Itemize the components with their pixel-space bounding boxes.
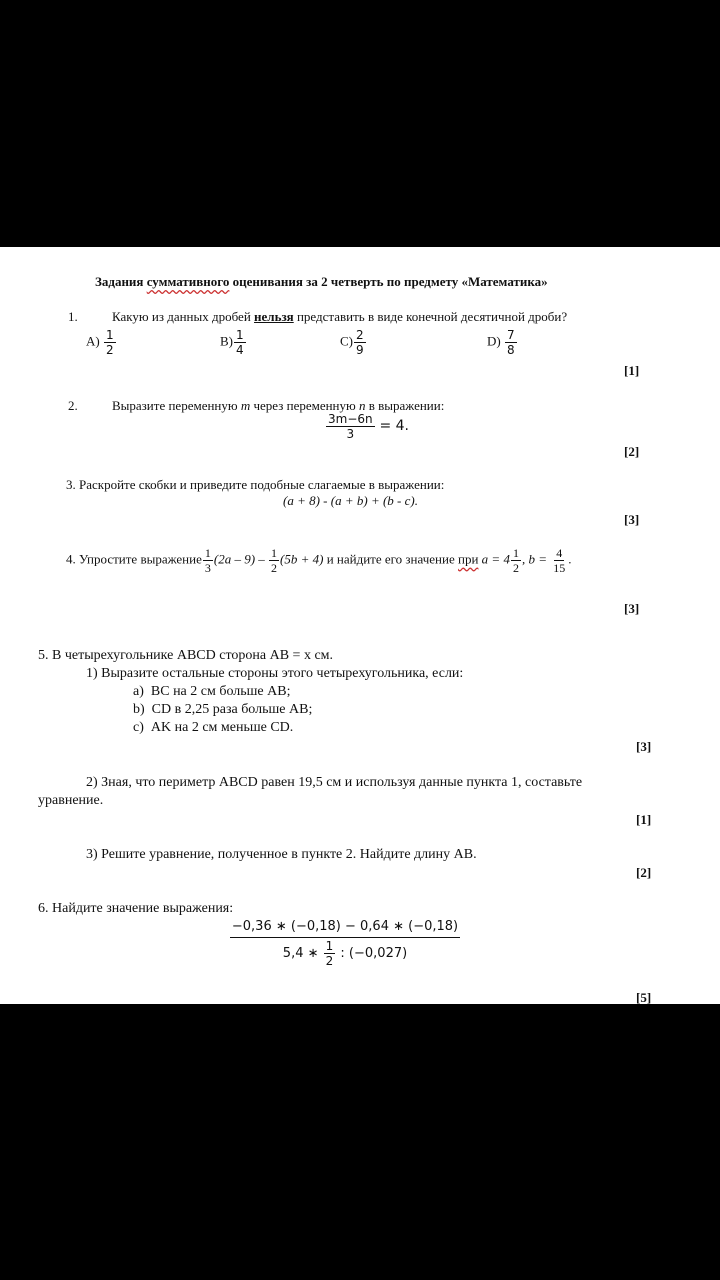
q2-expression <box>325 413 409 440</box>
q4-score: [3] <box>624 601 640 616</box>
q2-expr-rhs: = 4. <box>379 418 409 434</box>
title-suffix: оценивания за 2 четверть по предмету «Математика» <box>229 274 548 289</box>
item-text: AK на 2 см меньше CD. <box>150 720 294 735</box>
q5-score-3: [2] <box>636 865 652 880</box>
frac-denominator: 2 <box>512 561 519 575</box>
item-text: CD в 2,25 раза больше AB; <box>151 702 313 717</box>
q2-number: 2. <box>68 398 78 413</box>
title-prefix: Задания <box>95 274 147 289</box>
option-label: B) <box>220 333 233 349</box>
q6-score: [5] <box>636 990 652 1005</box>
frac-denominator: 2 <box>271 561 278 575</box>
item-text: BC на 2 см больше AB; <box>150 684 291 699</box>
frac-numerator: 1 <box>236 328 244 342</box>
q4-text-mid: и найдите его значение <box>323 551 458 567</box>
frac-denominator: 4 <box>236 343 244 357</box>
q2-var-n: n <box>358 398 366 413</box>
q5-score-2: [1] <box>636 812 652 827</box>
q1-option-c <box>340 329 367 356</box>
q2-text-mid: через переменную <box>250 398 359 413</box>
q4-part2: (5b + 4) <box>280 551 324 567</box>
worksheet-page <box>0 247 720 1004</box>
q4-b-eq: , b = <box>521 551 547 567</box>
q1-text <box>112 309 567 325</box>
frac-numerator: 1 <box>512 546 519 560</box>
q5-sub3: 3) Решите уравнение, полученное в пункте 2. Найдите длину AB. <box>86 847 477 862</box>
q6-expression <box>230 919 460 967</box>
q2-text <box>112 398 444 414</box>
frac-numerator: 1 <box>271 546 278 560</box>
q2-var-m: m <box>240 398 251 413</box>
q6-numerator: −0,36 ∗ (−0,18) − 0,64 ∗ (−0,18) <box>230 919 460 938</box>
worksheet-title <box>95 274 548 290</box>
q4-end: . <box>568 551 572 567</box>
frac-numerator: 1 <box>325 939 334 953</box>
q6-den-pre: 5,4 ∗ <box>282 946 319 961</box>
frac-numerator: 4 <box>556 546 563 560</box>
item-marker: a) <box>133 684 144 699</box>
q4-text-pre: 4. Упростите выражение <box>66 551 202 567</box>
q3-expression: (a + 8) - (a + b) + (b - c). <box>283 493 418 508</box>
q6-text: 6. Найдите значение выражения: <box>38 901 234 916</box>
q4-pri: при <box>458 551 479 567</box>
frac-denominator: 15 <box>553 561 566 575</box>
frac-numerator: 7 <box>506 328 515 342</box>
title-underlined-word: суммативного <box>146 274 230 289</box>
q1-option-a <box>86 329 117 356</box>
q3-score: [3] <box>624 512 640 527</box>
frac-denominator: 2 <box>325 954 334 968</box>
option-label: D) <box>487 333 501 349</box>
q5-sub2-line1: 2) Зная, что периметр ABCD равен 19,5 см и используя данные пункта 1, составьте <box>86 775 583 790</box>
frac-numerator: 1 <box>105 328 114 342</box>
q5-intro: 5. В четырехугольнике ABCD сторона AB = x см. <box>38 648 334 663</box>
q6-den-post: : (−0,027) <box>340 946 408 961</box>
q1-option-d <box>487 329 518 356</box>
q4-part1: (2a – 9) – <box>213 551 265 567</box>
q1-emphasis: нельзя <box>254 309 294 324</box>
q2-score: [2] <box>624 444 640 459</box>
q5-sub1: 1) Выразите остальные стороны этого четырехугольника, если: <box>86 666 464 681</box>
frac-denominator: 9 <box>356 343 364 357</box>
q4-a-eq: a = 4 <box>478 551 510 567</box>
option-label: C) <box>340 333 353 349</box>
q1-number: 1. <box>68 309 78 324</box>
frac-denominator: 8 <box>506 343 515 357</box>
q5-sub2-line2: уравнение. <box>38 793 104 808</box>
q5-item-a <box>133 684 291 700</box>
q1-option-b <box>220 329 247 356</box>
q6-denominator <box>230 938 460 967</box>
item-marker: b) <box>133 702 145 717</box>
q2-expr-denominator: 3 <box>346 427 355 441</box>
q3-text: 3. Раскройте скобки и приведите подобные слагаемые в выражении: <box>66 477 445 492</box>
q1-text-pre: Какую из данных дробей <box>112 309 255 324</box>
frac-denominator: 3 <box>204 561 211 575</box>
q1-score: [1] <box>624 363 640 378</box>
frac-denominator: 2 <box>105 343 114 357</box>
option-label: A) <box>86 333 100 349</box>
frac-numerator: 2 <box>356 328 364 342</box>
q4-text <box>66 547 571 574</box>
item-marker: c) <box>133 720 144 735</box>
frac-numerator: 1 <box>204 546 211 560</box>
q5-score-1: [3] <box>636 739 652 754</box>
q2-expr-numerator: 3m−6n <box>328 412 373 426</box>
q1-text-post: представить в виде конечной десятичной дроби? <box>293 309 568 324</box>
q2-text-post: в выражении: <box>365 398 445 413</box>
q5-item-b <box>133 702 312 718</box>
q5-item-c <box>133 720 293 736</box>
q2-text-pre: Выразите переменную <box>112 398 241 413</box>
